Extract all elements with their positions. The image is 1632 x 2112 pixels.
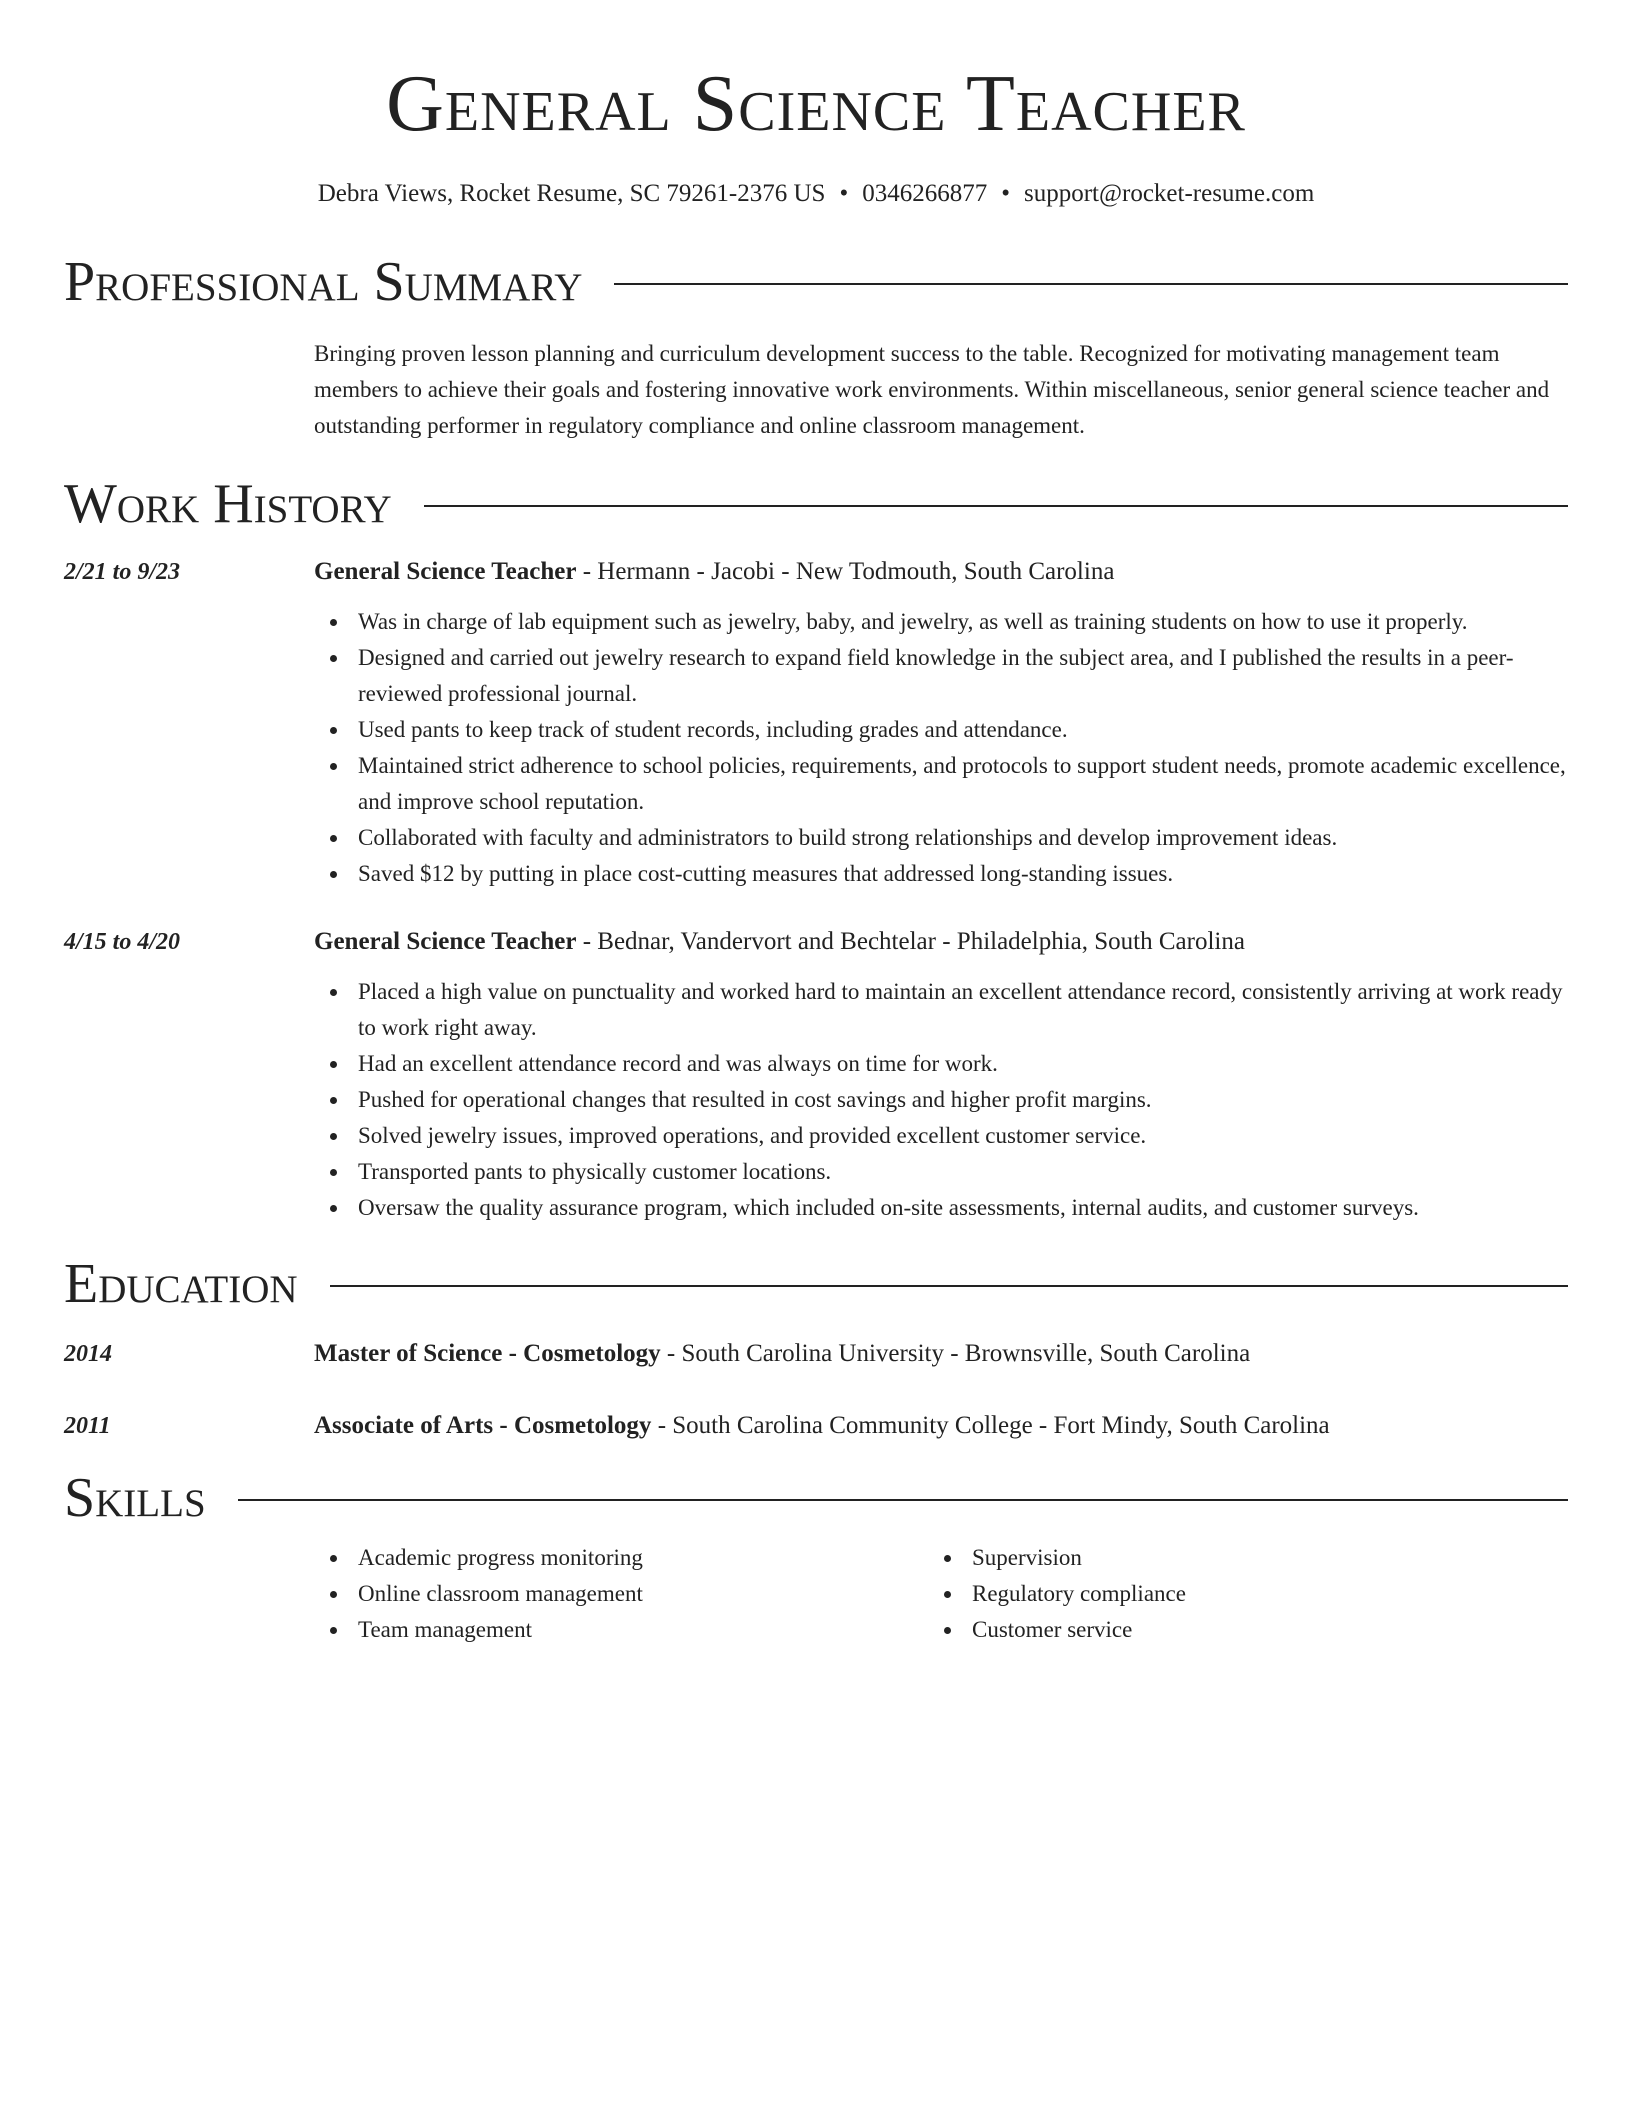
education-entry bbox=[64, 1408, 1568, 1444]
job-title-line bbox=[314, 554, 1568, 590]
skills-column-right bbox=[928, 1540, 1542, 1648]
skill-item: Academic progress monitoring bbox=[314, 1540, 928, 1576]
job-bullets bbox=[314, 604, 1568, 892]
list-item: Saved $12 by putting in place cost-cutting measures that addressed long-standing issues. bbox=[314, 856, 1568, 892]
work-heading: Work History bbox=[64, 473, 392, 535]
education-line bbox=[314, 1408, 1568, 1444]
contact-address: Debra Views, Rocket Resume, SC 79261-2376 US bbox=[317, 180, 826, 207]
skills-list bbox=[314, 1540, 1568, 1648]
list-item: Collaborated with faculty and administrators to build strong relationships and develop improvement ideas. bbox=[314, 820, 1568, 856]
job-dates: 4/15 to 4/20 bbox=[64, 929, 181, 955]
education-degree: Master of Science - Cosmetology bbox=[314, 1340, 661, 1367]
skills-column-left bbox=[314, 1540, 928, 1648]
list-item: Pushed for operational changes that resulted in cost savings and higher profit margins. bbox=[314, 1082, 1568, 1118]
skill-item: Online classroom management bbox=[314, 1576, 928, 1612]
summary-section-header bbox=[64, 251, 1568, 313]
list-item: Oversaw the quality assurance program, which included on-site assessments, internal audits, and customer surveys. bbox=[314, 1190, 1568, 1226]
list-item: Placed a high value on punctuality and worked hard to maintain an excellent attendance record, consistently arriving at work ready to work right away. bbox=[314, 974, 1568, 1046]
work-section-header bbox=[64, 473, 1568, 535]
summary-heading: Professional Summary bbox=[64, 251, 583, 313]
job-entry bbox=[64, 554, 1568, 892]
list-item: Was in charge of lab equipment such as jewelry, baby, and jewelry, as well as training students on how to use it properly. bbox=[314, 604, 1568, 640]
job-entry bbox=[64, 924, 1568, 1226]
section-divider bbox=[238, 1499, 1568, 1501]
job-dates: 2/21 to 9/23 bbox=[64, 559, 181, 585]
list-item: Maintained strict adherence to school policies, requirements, and protocols to support student needs, promote academic excellence, and improve school reputation. bbox=[314, 748, 1568, 820]
education-heading: Education bbox=[64, 1253, 298, 1315]
summary-text: Bringing proven lesson planning and curriculum development success to the table. Recognized for motivating management team members to achieve their goals and fostering innovative work environments. Within miscellaneous, senior general science teacher and outstanding performer in regulatory compliance and online classroom management. bbox=[314, 341, 1550, 438]
section-divider bbox=[614, 283, 1568, 285]
contact-line bbox=[64, 180, 1568, 208]
education-degree: Associate of Arts - Cosmetology bbox=[314, 1412, 652, 1439]
education-details: - South Carolina University - Brownsville, South Carolina bbox=[660, 1340, 1251, 1367]
education-year: 2014 bbox=[64, 1341, 112, 1367]
section-divider bbox=[330, 1285, 1568, 1287]
list-item: Designed and carried out jewelry research to expand field knowledge in the subject area, and I published the results in a peer-reviewed professional journal. bbox=[314, 640, 1568, 712]
contact-separator: • bbox=[1001, 180, 1010, 207]
education-line bbox=[314, 1336, 1568, 1372]
education-entry bbox=[64, 1336, 1568, 1372]
section-divider bbox=[424, 505, 1568, 507]
job-details: - Hermann - Jacobi - New Todmouth, South Carolina bbox=[576, 558, 1115, 585]
education-details: - South Carolina Community College - Fort Mindy, South Carolina bbox=[651, 1412, 1330, 1439]
contact-separator: • bbox=[839, 180, 849, 207]
list-item: Had an excellent attendance record and was always on time for work. bbox=[314, 1046, 1568, 1082]
skills-section-header bbox=[64, 1467, 1568, 1529]
skill-item: Customer service bbox=[928, 1612, 1542, 1648]
skill-item: Team management bbox=[314, 1612, 928, 1648]
job-details: - Bednar, Vandervort and Bechtelar - Philadelphia, South Carolina bbox=[576, 928, 1245, 955]
skill-item: Supervision bbox=[928, 1540, 1542, 1576]
education-section-header bbox=[64, 1253, 1568, 1315]
education-year: 2011 bbox=[64, 1413, 111, 1439]
contact-phone: 0346266877 bbox=[862, 180, 988, 207]
contact-email: support@rocket-resume.com bbox=[1023, 180, 1315, 207]
job-title: General Science Teacher bbox=[314, 558, 577, 585]
skills-heading: Skills bbox=[64, 1467, 206, 1529]
job-title: General Science Teacher bbox=[314, 928, 577, 955]
job-bullets bbox=[314, 974, 1568, 1226]
list-item: Used pants to keep track of student records, including grades and attendance. bbox=[314, 712, 1568, 748]
list-item: Solved jewelry issues, improved operations, and provided excellent customer service. bbox=[314, 1118, 1568, 1154]
skill-item: Regulatory compliance bbox=[928, 1576, 1542, 1612]
job-title-line bbox=[314, 924, 1568, 960]
list-item: Transported pants to physically customer locations. bbox=[314, 1154, 1568, 1190]
resume-name: General Science Teacher bbox=[386, 60, 1246, 148]
